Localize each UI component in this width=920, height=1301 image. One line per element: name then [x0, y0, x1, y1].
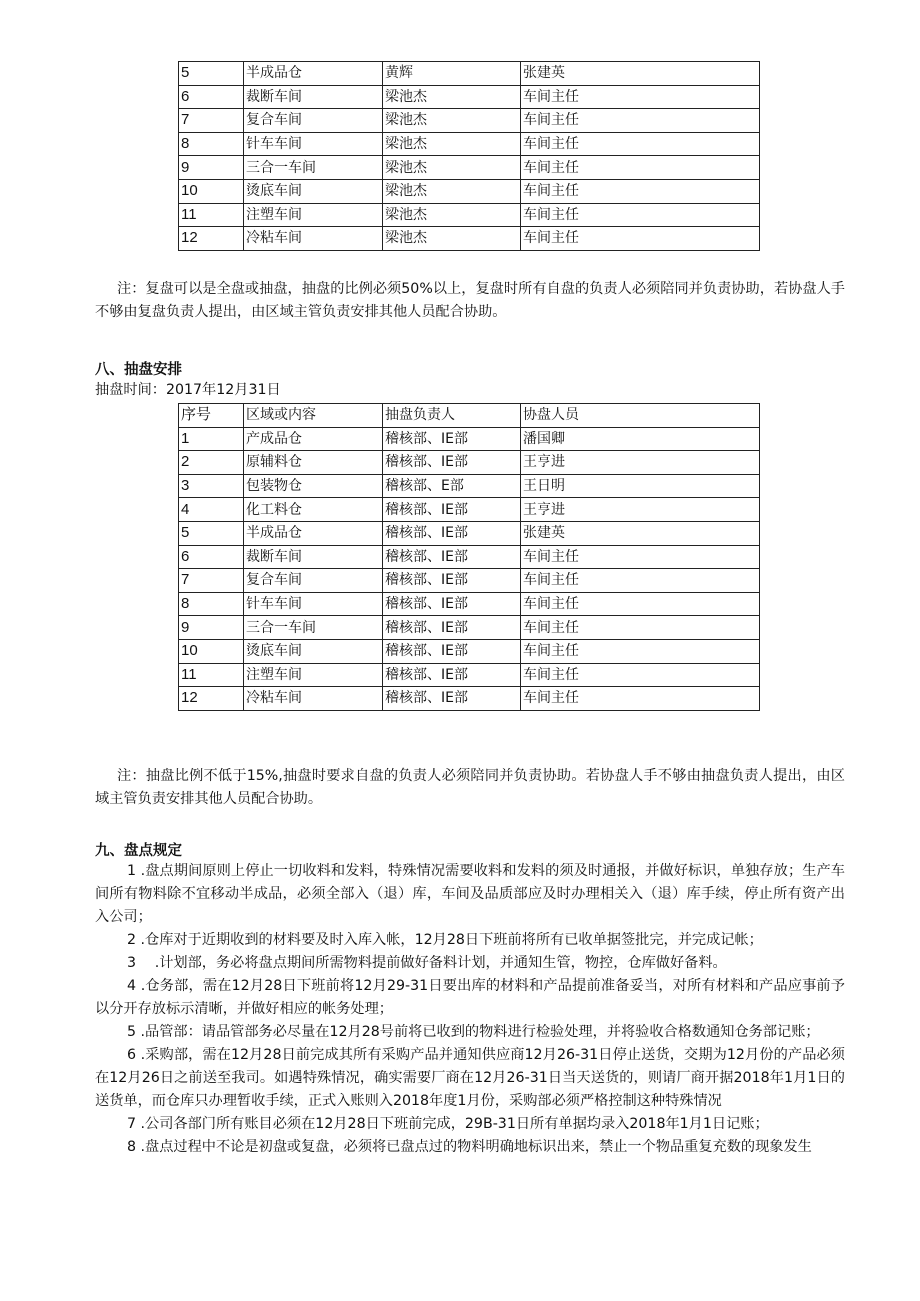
- note-spot-check: 注：抽盘比例不低于15%,抽盘时要求自盘的负责人必须陪同并负责协助。若协盘人手不够由抽盘负责人提出，由区域主管负责安排其他人员配合协助。: [95, 768, 845, 807]
- table-cell: 车间主任: [521, 85, 760, 109]
- table-cell: 稽核部、IE部: [383, 616, 521, 640]
- table-cell: 王亨进: [521, 451, 760, 475]
- table-cell: 梁池杰: [383, 109, 521, 133]
- table-row: [179, 227, 760, 251]
- table-row: [179, 62, 760, 86]
- table-cell: 12: [179, 687, 244, 711]
- table-cell: 9: [179, 156, 244, 180]
- table-cell: 车间主任: [521, 687, 760, 711]
- table-header-row: [179, 404, 760, 428]
- table-cell: 稽核部、IE部: [383, 639, 521, 663]
- table-cell: 车间主任: [521, 132, 760, 156]
- table-cell: 产成品仓: [244, 427, 383, 451]
- table-cell: 车间主任: [521, 569, 760, 593]
- table-cell: 车间主任: [521, 109, 760, 133]
- spot-check-table: [178, 403, 760, 711]
- table-cell: 梁池杰: [383, 179, 521, 203]
- table-cell: 5: [179, 521, 244, 545]
- table-cell: 8: [179, 132, 244, 156]
- table-row: [179, 592, 760, 616]
- table-cell: 稽核部、IE部: [383, 569, 521, 593]
- table-cell: 车间主任: [521, 592, 760, 616]
- rule-item: 1 .盘点期间原则上停止一切收料和发料，特殊情况需要收料和发料的须及时通报，并做好标识，单独存放；生产车间所有物料除不宜移动半成品，必须全部入（退）库，车间及品质部应及时办理相关入（退）库手续，停止所有资产出入公司；: [95, 863, 845, 925]
- table-cell: 三合一车间: [244, 156, 383, 180]
- table-cell: 10: [179, 639, 244, 663]
- table-cell: 原辅料仓: [244, 451, 383, 475]
- table-cell: 三合一车间: [244, 616, 383, 640]
- table-cell: 烫底车间: [244, 179, 383, 203]
- table-row: [179, 85, 760, 109]
- table-cell: 6: [179, 545, 244, 569]
- table-cell: 区域或内容: [244, 404, 383, 428]
- table-cell: 复合车间: [244, 109, 383, 133]
- table-cell: 7: [179, 109, 244, 133]
- rule-item: 5 .品管部：请品管部务必尽量在12月28号前将已收到的物料进行检验处理，并将验收合格数通知仓务部记账；: [127, 1024, 820, 1040]
- table-cell: 6: [179, 85, 244, 109]
- section-9-title: 九、盘点规定: [95, 843, 182, 859]
- table-cell: 注塑车间: [244, 203, 383, 227]
- table-cell: 冷粘车间: [244, 227, 383, 251]
- table-row: [179, 451, 760, 475]
- table-row: [179, 498, 760, 522]
- rule-item: 8 .盘点过程中不论是初盘或复盘，必须将已盘点过的物料明确地标识出来，禁止一个物品重复充数的现象发生: [127, 1139, 812, 1155]
- table-row: [179, 427, 760, 451]
- table-cell: 半成品仓: [244, 62, 383, 86]
- table-row: [179, 639, 760, 663]
- table-cell: 半成品仓: [244, 521, 383, 545]
- table-cell: 2: [179, 451, 244, 475]
- table-cell: 7: [179, 569, 244, 593]
- note-recount: 注：复盘可以是全盘或抽盘，抽盘的比例必须50%以上，复盘时所有自盘的负责人必须陪同并负责协助，若协盘人手不够由复盘负责人提出，由区域主管负责安排其他人员配合协助。: [95, 281, 845, 320]
- table-cell: 车间主任: [521, 639, 760, 663]
- table-cell: 稽核部、IE部: [383, 451, 521, 475]
- table-cell: 稽核部、IE部: [383, 545, 521, 569]
- table-cell: 化工料仓: [244, 498, 383, 522]
- table-row: [179, 109, 760, 133]
- table-row: [179, 663, 760, 687]
- table-cell: 12: [179, 227, 244, 251]
- table-cell: 潘国卿: [521, 427, 760, 451]
- table-row: [179, 132, 760, 156]
- table-row: [179, 569, 760, 593]
- table-cell: 4: [179, 498, 244, 522]
- table-cell: 1: [179, 427, 244, 451]
- table-cell: 车间主任: [521, 156, 760, 180]
- table-cell: 序号: [179, 404, 244, 428]
- table-cell: 张建英: [521, 521, 760, 545]
- table-cell: 包装物仓: [244, 474, 383, 498]
- table-cell: 车间主任: [521, 203, 760, 227]
- table-cell: 梁池杰: [383, 132, 521, 156]
- table-cell: 王亨进: [521, 498, 760, 522]
- table-row: [179, 203, 760, 227]
- table-cell: 针车车间: [244, 592, 383, 616]
- table-cell: 车间主任: [521, 227, 760, 251]
- table-cell: 注塑车间: [244, 663, 383, 687]
- rule-item: 7 .公司各部门所有账目必须在12月28日下班前完成，29B-31日所有单据均录入2018年1月1日记账；: [127, 1116, 769, 1132]
- table-cell: 车间主任: [521, 545, 760, 569]
- table-cell: 复合车间: [244, 569, 383, 593]
- table-cell: 梁池杰: [383, 227, 521, 251]
- rule-item: 2 .仓库对于近期收到的材料要及时入库入帐，12月28日下班前将所有已收单据签批完，并完成记帐；: [127, 932, 763, 948]
- table-cell: 11: [179, 663, 244, 687]
- section-8-title: 八、抽盘安排: [95, 362, 182, 378]
- table-row: [179, 687, 760, 711]
- table-cell: 10: [179, 179, 244, 203]
- table-cell: 王日明: [521, 474, 760, 498]
- rule-item: 3 .计划部，务必将盘点期间所需物料提前做好备料计划，并通知生管，物控，仓库做好备料。: [127, 955, 727, 971]
- table-cell: 裁断车间: [244, 85, 383, 109]
- rule-item: 4 .仓务部，需在12月28日下班前将12月29-31日要出库的材料和产品提前准备妥当，对所有材料和产品应事前予以分开存放标示清晰，并做好相应的帐务处理；: [95, 978, 845, 1017]
- table-cell: 梁池杰: [383, 203, 521, 227]
- table-cell: 11: [179, 203, 244, 227]
- table-row: [179, 545, 760, 569]
- table-cell: 稽核部、E部: [383, 474, 521, 498]
- table-cell: 5: [179, 62, 244, 86]
- table-cell: 裁断车间: [244, 545, 383, 569]
- table-cell: 梁池杰: [383, 85, 521, 109]
- recount-table: [178, 61, 760, 251]
- table-cell: 烫底车间: [244, 639, 383, 663]
- table-row: [179, 521, 760, 545]
- table-cell: 冷粘车间: [244, 687, 383, 711]
- rule-item: 6 .采购部，需在12月28日前完成其所有采购产品并通知供应商12月26-31日停止送货，交期为12月份的产品必须在12月26日之前送至我司。如遇特殊情况，确实需要厂商在12月26-31日当天送货的，则请厂商开据2018年1月1日的送货单，而仓库只办理暂收手续，正式入账则入2018年度1月份，采购部必须严格控制这种特殊情况: [95, 1047, 845, 1109]
- table-cell: 车间主任: [521, 179, 760, 203]
- table-cell: 车间主任: [521, 663, 760, 687]
- table-row: [179, 179, 760, 203]
- table-cell: 9: [179, 616, 244, 640]
- table-cell: 抽盘负责人: [383, 404, 521, 428]
- table-row: [179, 156, 760, 180]
- table-row: [179, 474, 760, 498]
- table-cell: 黄辉: [383, 62, 521, 86]
- table-cell: 张建英: [521, 62, 760, 86]
- table-cell: 稽核部、IE部: [383, 663, 521, 687]
- table-cell: 协盘人员: [521, 404, 760, 428]
- table-cell: 3: [179, 474, 244, 498]
- spot-check-time: 抽盘时间：2017年12月31日: [95, 382, 281, 398]
- table-row: [179, 616, 760, 640]
- table-cell: 稽核部、IE部: [383, 592, 521, 616]
- table-cell: 车间主任: [521, 616, 760, 640]
- table-cell: 稽核部、IE部: [383, 427, 521, 451]
- table-cell: 稽核部、IE部: [383, 498, 521, 522]
- table-cell: 稽核部、IE部: [383, 521, 521, 545]
- table-cell: 针车车间: [244, 132, 383, 156]
- table-cell: 8: [179, 592, 244, 616]
- table-cell: 稽核部、IE部: [383, 687, 521, 711]
- table-cell: 梁池杰: [383, 156, 521, 180]
